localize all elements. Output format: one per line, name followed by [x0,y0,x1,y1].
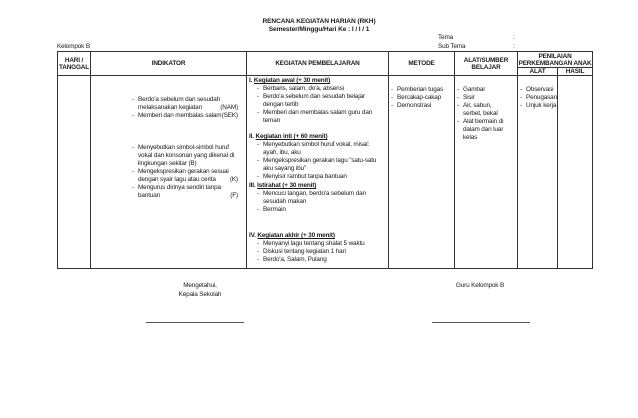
penilaian-alat-item: - Penugasan [520,94,558,102]
document-title: RENCANA KEGIATAN HARIAN (RKH) [262,18,376,25]
metode-item: - Bercakap-cakap [391,94,453,102]
indikator-item: - Memberi dan membalas salam (SEK) [132,112,240,120]
kegiatan-item: - Mengekspresikan gerakan lagu "satu-satu aku sayang ibu" [257,157,385,173]
header-indikator: INDIKATOR [91,52,247,76]
alat-item: - Gambar [457,86,505,94]
tema-colon: : [513,34,515,41]
alat-list [457,86,505,142]
indikator-item: - Mengekspresikan gerakan sesuai dengan syair lagu atau cerita (K) [132,168,240,184]
kegiatan-item: - Menyanyi lagu tentang shalat 5 waktu [257,240,385,248]
cell-alat-sumber [455,76,518,269]
signature-left-line1: Mengetahui, [183,282,217,289]
penilaian-alat-list [520,86,558,110]
subtema-colon: : [513,43,515,50]
kegiatan-item: - Memberi dan membalas salam guru dan teman [257,109,385,125]
cell-indikator [91,76,247,269]
kegiatan-item: - Mencuci tangan, berdo'a sebelum dan sesudah makan [257,190,385,206]
header-alat-sumber: ALAT/SUMBER BELAJAR [455,52,518,76]
header-penilaian-hasil: HASIL [558,68,593,76]
signature-left-line2: Kepala Sekolah [178,291,222,298]
indikator-item: - Berdo'a sebelum dan sesudah melaksanakan kegiatan (NAM) [132,96,240,112]
kegiatan-item: - Menyebutkan simbol huruf vokal, misal: ayah, ibu, aku [257,141,385,157]
header-kegiatan: KEGIATAN PEMBELAJARAN [247,52,389,76]
indikator-group-1 [132,96,240,120]
class-label: Kelompok B [57,43,90,50]
metode-item: - Demonstrasi [391,102,453,110]
signature-line-right [432,322,530,323]
metode-list [391,86,453,110]
kegiatan-istirahat: III. Istirahat (+ 30 menit) - Mencuci tangan, berdo'a sebelum dan sesudah makan - Bermain [249,182,385,214]
cell-penilaian-hasil [558,76,593,269]
kegiatan-item: - Berdo'a sebelum dan sesudah belajar dengan tertib [257,93,385,109]
indikator-item: - Mengurus dirinya sendiri tanpa bantuan (F) [132,184,240,200]
header-hari: HARI / TANGGAL [58,52,91,76]
indikator-item: - Menyebutkan simbol-simbol huruf vokal dan konsonan yang dikenal di lingkungan sekitar (B) [132,144,240,168]
signature-right-line1: Guru Kelompok B [455,282,505,289]
alat-item: - Sisir [457,94,505,102]
rkh-table [57,51,593,269]
kegiatan-item: - Bermain [257,206,385,214]
metode-item: - Pemberian tugas [391,86,453,94]
penilaian-alat-item: - Observasi [520,86,558,94]
cell-kegiatan [247,76,389,269]
kegiatan-item: - Berbaris, salam, do'a, absensi [257,85,385,93]
tema-label: Tema [438,34,454,41]
kegiatan-item: - Diskusi tentang kegiatan 1 hari [257,248,385,256]
kegiatan-awal: I. Kegiatan awal (+ 30 menit) - Berbaris, salam, do'a, absensi - Berdo'a sebelum dan sesudah belajar dengan tertib - Memberi dan membalas salam guru dan teman [249,77,385,125]
kegiatan-akhir: IV. Kegiatan akhir (+ 30 menit) - Menyanyi lagu tentang shalat 5 waktu - Diskusi tentang kegiatan 1 hari - Berdo'a, Salam, Pulang [249,232,385,264]
alat-item: - Air, sabun, serbet, bekal [457,102,505,118]
cell-metode [389,76,455,269]
penilaian-alat-item: - Unjuk kerja [520,102,558,110]
header-metode: METODE [389,52,455,76]
kegiatan-inti: II. Kegiatan inti (+ 60 menit) - Menyebutkan simbol huruf vokal, misal: ayah, ibu, aku - Mengekspresikan gerakan lagu "satu-satu aku sayang ibu" - Menyisir rambut tanpa bantuan [249,133,385,181]
subtema-label: Sub Tema [438,43,466,50]
document-subtitle: Semester/Minggu/Hari Ke : I / I / 1 [268,26,370,33]
kegiatan-item: - Menyisir rambut tanpa bantuan [257,173,385,181]
cell-hari [58,76,91,269]
cell-penilaian-alat [518,76,558,269]
header-penilaian: PENILAIAN PERKEMBANGAN ANAK [518,52,592,67]
alat-item: - Alat bermain di dalam dan luar kelas [457,118,505,142]
kegiatan-item: - Berdo'a, Salam, Pulang [257,256,385,264]
indikator-group-2 [132,144,240,200]
header-penilaian-alat: ALAT [518,68,558,76]
signature-line-left [146,322,244,323]
